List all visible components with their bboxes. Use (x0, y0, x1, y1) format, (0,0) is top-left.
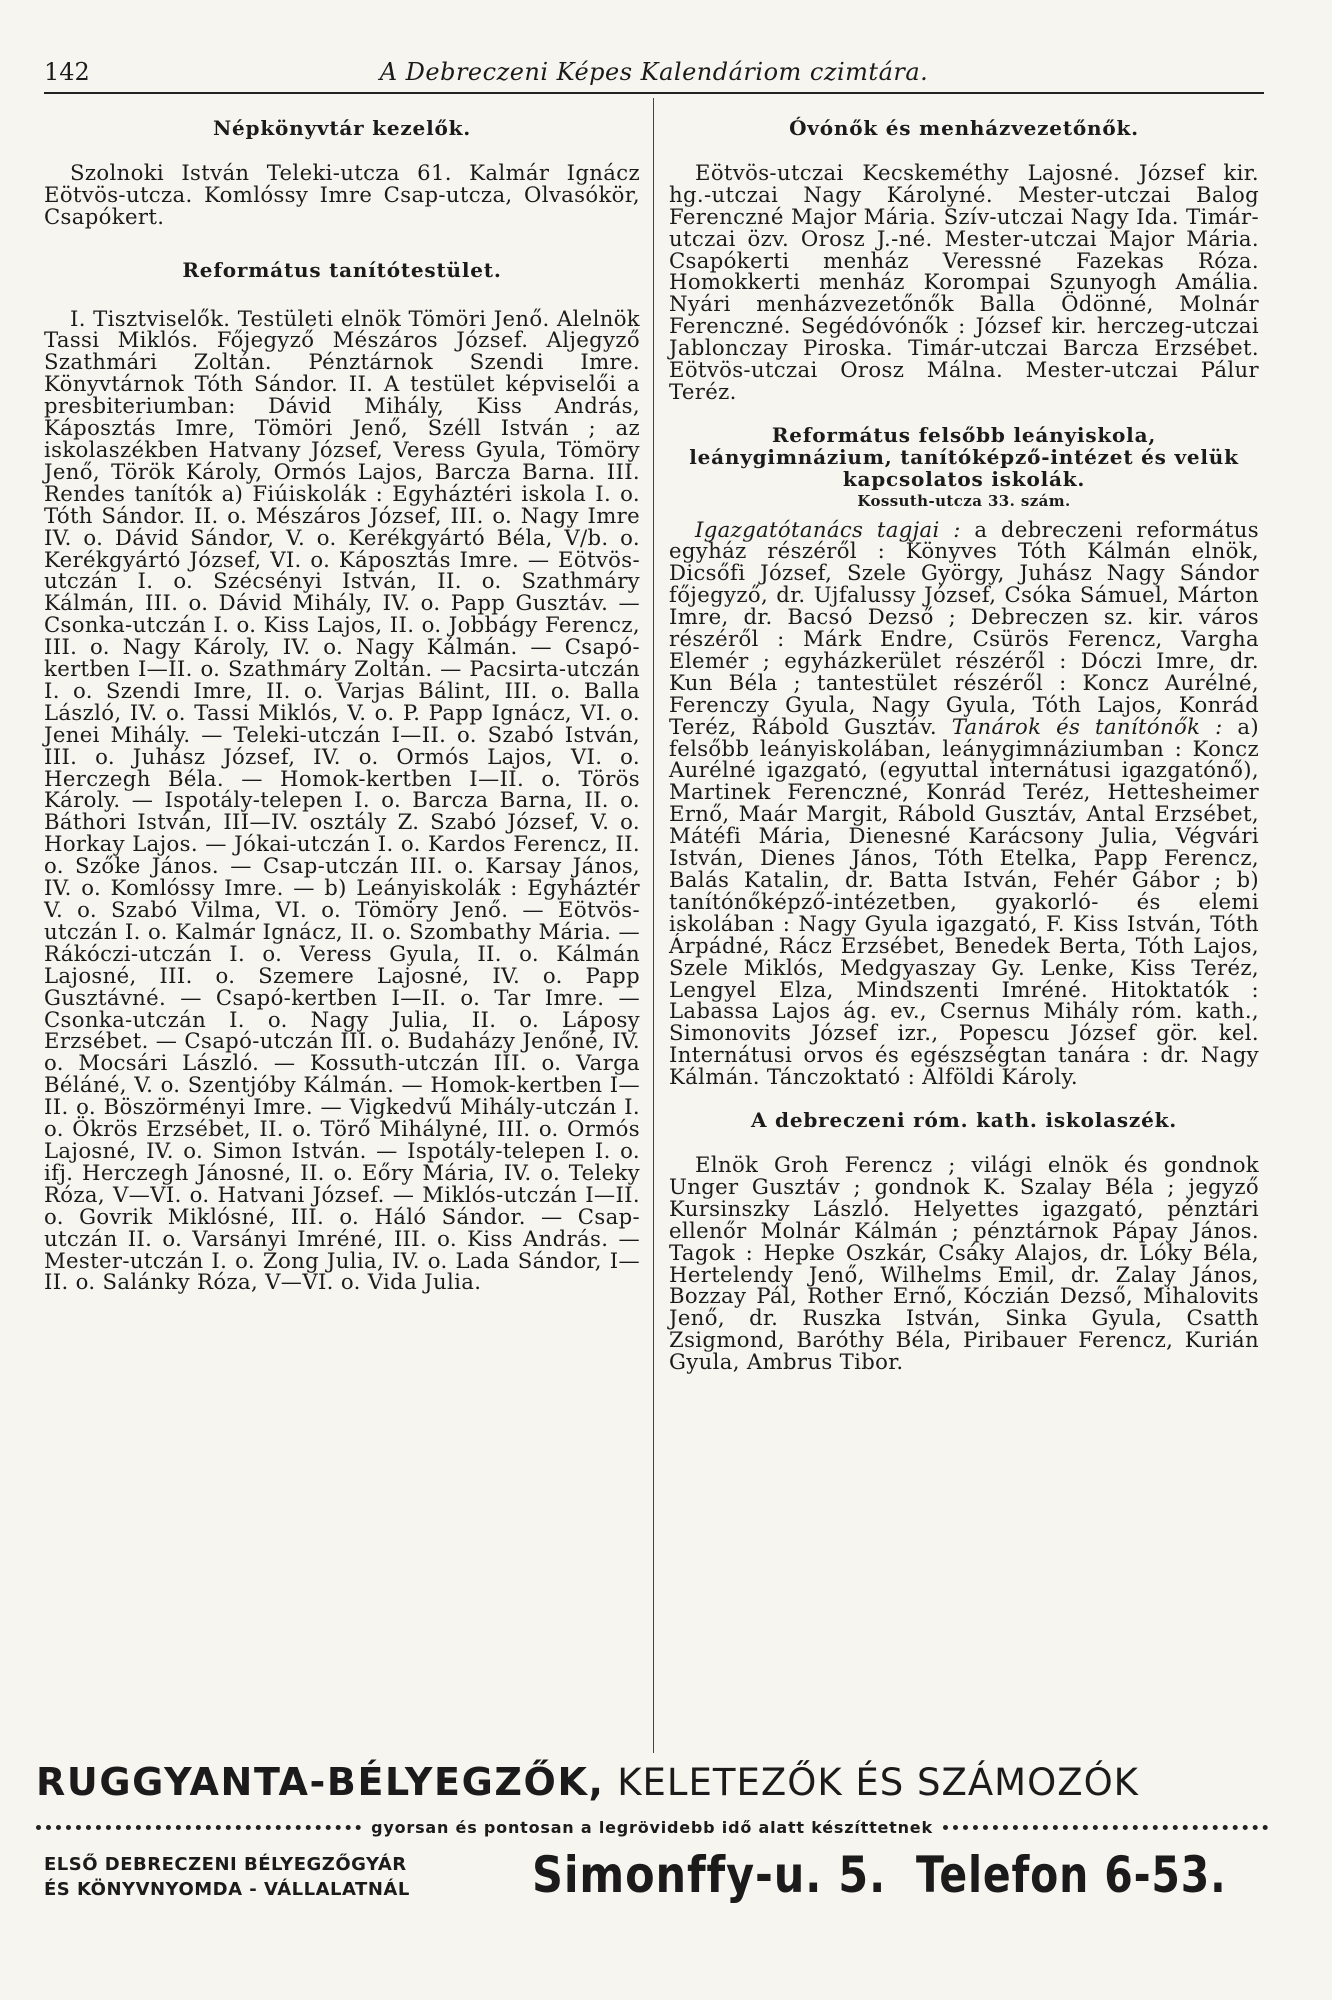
ad-brand: RUGGYANTA-BÉLYEGZŐK, (36, 1760, 605, 1804)
section-heading-ovonok: Óvónők és menházvezetőnők. (789, 116, 1139, 140)
ad-phone: Telefon 6-53. (916, 1846, 1227, 1904)
teachers-label: Tanárok és tanítónők : (951, 713, 1223, 739)
ad-contact-row (36, 1842, 1268, 1952)
ad-address: Simonffy-u. 5. (532, 1846, 887, 1904)
board-members-text: a debreczeni református egyház részéről : Könyves Tóth Kálmán elnök, Dicsőfi József, Szele György, Juhász Nagy Sándor főjegyző, dr. Ujfalussy József, Csóka Sámuel, Márton Imre, dr. Bacsó Dezső ; Debreczen sz. kir. város részéről : Márk Endre, Csürös Ferencz, Vargha Elemér ; egyházkerület részéről : Dóczi Imre, dr. Kun Béla ; tantestület részéről : Koncz Aurélné, Ferenczy Gyula, Nagy Gyula, Tóth Lajos, Konrád Teréz, Rábold Gusztáv. (669, 516, 1259, 739)
section-text-leanyiskola (669, 516, 1259, 1090)
section-heading-leanyiskola: Református felsőbb leányiskola, leánygimnázium, tanítóképző-intézet és velük kapcsolatos iskolák. (689, 422, 1239, 491)
dotted-rule-left (36, 1825, 361, 1830)
section-text-nepkonyvtar: Szolnoki István Teleki-utcza 61. Kalmár Ignácz Eötvös-utcza. Komlóssy Imre Csap-utcza, Olvasókör, Csapókert. (44, 159, 640, 229)
ad-headline (36, 1760, 1268, 1822)
board-members-label: Igazgatótanács tagjai : (695, 516, 961, 542)
header-rule (44, 92, 1264, 94)
left-column (44, 118, 640, 1293)
advertisement (36, 1760, 1268, 1970)
section-address-leanyiskola: Kossuth-utcza 33. szám. (857, 491, 1071, 510)
ad-firm-name (44, 1852, 410, 1902)
section-text-ovonok: Eötvös-utczai Kecskeméthy Lajosné. József kir. hg.-utczai Nagy Károlyné. Mester-utczai Balog Ferenczné Major Mária. Szív-utczai Nagy Ida. Timár-utczai özv. Orosz J.-né. Mester-utczai Major Mária. Csapókerti menház Veressné Fazekas Róza. Homokkerti menház Korompai Szunyogh Amália. Nyári menházvezetőnők Balla Ödönné, Molnár Ferenczné. Segédóvónők : József kir. herczeg-utczai Jablonczay Piroska. Timár-utczai Barcza Erzsébet. Eötvös-utczai Orosz Málna. Mester-utczai Pálur Teréz. (669, 159, 1259, 404)
section-text-reformatus-tanitotestulet: I. Tisztviselők. Testületi elnök Tömöri Jenő. Alelnök Tassi Miklós. Főjegyző Mészáros József. Aljegyző Szathmári Zoltán. Pénztárnok Szendi Imre. Könyvtárnok Tóth Sándor. II. A testület képviselői a presbiteriumban: Dávid Mihály, Kiss András, Káposztás Imre, Tömöri Jenő, Széll István ; az iskolaszékben Hatvany József, Veress Gyula, Tömöry Jenő, Török Károly, Ormós Lajos, Barcza Barna. III. Rendes tanítók a) Fiúiskolák : Egyháztéri iskola I. o. Tóth Sándor. II. o. Mészáros József, III. o. Nagy Imre IV. o. Dávid Sándor, V. o. Kerékgyártó Béla, V/b. o. Kerékgyártó József, VI. o. Káposztás Imre. — Eötvös-utczán I. o. Szécsényi István, II. o. Szathmáry Kálmán, III. o. Dávid Mihály, IV. o. Papp Gusztáv. — Csonka-utczán I. o. Kiss Lajos, II. o. Jobbágy Ferencz, III. o. Nagy Károly, IV. o. Nagy Kálmán. — Csapó-kertben I—II. o. Szathmáry Zoltán. — Pacsirta-utczán I. o. Szendi Imre, II. o. Varjas Bálint, III. o. Balla László, IV. o. Tassi Miklós, V. o. P. Papp Ignácz, VI. o. Jenei Mihály. — Teleki-utczán I—II. o. Szabó István, III. o. Juhász József, IV. o. Ormós Lajos, VI. o. Herczegh Béla. — Homok-kertben I—II. o. Törös Károly. — Ispotály-telepen I. o. Barcza Barna, II. o. Báthori István, III—IV. osztály Z. Szabó József, V. o. Horkay Lajos. — Jókai-utczán I. o. Kardos Ferencz, II. o. Szőke János. — Csap-utczán III. o. Karsay János, IV. o. Komlóssy Imre. — b) Leányiskolák : Egyháztér V. o. Szabó Vilma, VI. o. Tömöry Jenő. — Eötvös-utczán I. o. Kalmár Ignácz, II. o. Szombathy Mária. — Rákóczi-utczán I. o. Veress Gyula, II. o. Kálmán Lajosné, III. o. Szemere Lajosné, IV. o. Papp Gusztávné. — Csapó-kertben I—II. o. Tar Imre. — Csonka-utczán I. o. Nagy Julia, II. o. Láposy Erzsébet. — Csapó-utczán III. o. Budaházy Jenőné, IV. o. Mocsári László. — Kossuth-utczán III. o. Varga Béláné, V. o. Szentjóby Kálmán. — Homok-kertben I—II. o. Böszörményi Imre. — Vigkedvű Mihály-utczán I. o. Ökrös Erzsébet, II. o. Törő Mihályné, III. o. Ormós Lajosné, IV. o. Simon István. — Ispotály-telepen I. o. ifj. Herczegh Jánosné, II. o. Eőry Mária, IV. o. Teleky Róza, V—VI. o. Hatvani József. — Miklós-utczán I—II. o. Govrik Miklósné, III. o. Háló Sándor. — Csap-utczán II. o. Varsányi Imréné, III. o. Kiss András. — Mester-utczán I. o. Zong Julia, IV. o. Lada Sándor, I—II. o. Salánky Róza, V—VI. o. Vida Julia. (44, 305, 640, 1295)
running-title: A Debreczeni Képes Kalendáriom czimtára. (379, 58, 929, 86)
ad-tagline: gyorsan és pontosan a legrövidebb idő alatt készíttetnek (371, 1818, 933, 1837)
column-divider (653, 98, 654, 1753)
teachers-text: a) felsőbb leányiskolában, leánygimnáziumban : Koncz Aurélné igazgató, (egyuttal internátusi igazgatónő), Martinek Ferenczné, Konrád Teréz, Hettesheimer Ernő, Maár Margit, Rábold Gusztáv, Antal Erzsébet, Mátéfi Mária, Dienesné Karácsony Julia, Végvári István, Dienes János, Tóth Etelka, Papp Ferencz, Balás Katalin, dr. Batta István, Fehér Gábor ; b) tanítónőképző-intézetben, gyakorló- és elemi iskolában : Nagy Gyula igazgató, F. Kiss István, Tóth Árpádné, Rácz Erzsébet, Benedek Berta, Tóth Lajos, Szele Miklós, Medgyaszay Gy. Lenke, Kiss Teréz, Lengyel Elza, Mindszenti Imréné. Hitoktatók : Labassa Lajos ág. ev., Csernus Mihály róm. kath., Simonovits József izr., Popescu József gör. kel. Internátusi orvos és egészségtan tanára : dr. Nagy Kálmán. Tánczoktató : Alföldi Károly. (669, 713, 1259, 1090)
dotted-rule-right (943, 1825, 1268, 1830)
page-header (44, 50, 1264, 94)
page-number: 142 (44, 58, 90, 86)
ad-products: KELETEZŐK ÉS SZÁMOZÓK (604, 1761, 1139, 1804)
section-text-romkath-iskolaszek: Elnök Groh Ferencz ; világi elnök és gondnok Unger Gusztáv ; gondnok K. Szalay Béla ; jegyző Kursinszky László. Helyettes igazgató, pénztári ellenőr Molnár Kálmán ; pénztárnok Pápay János. Tagok : Hepke Oszkár, Csáky Alajos, dr. Lóky Béla, Hertelendy Jenő, Wilhelms Emil, dr. Zalay János, Bozzay Pál, Rother Ernő, Kóczián Dezső, Mihalovits Jenő, dr. Ruszka István, Sinka Gyula, Csatth Zsigmond, Baróthy Béla, Piribauer Ferencz, Kurián Gyula, Ambrus Tibor. (669, 1151, 1259, 1375)
section-heading-reformatus-tanitotestulet: Református tanítótestület. (182, 257, 502, 282)
section-heading-nepkonyvtar: Népkönyvtár kezelők. (212, 116, 472, 140)
ad-firm-line-2: ÉS KÖNYVNYOMDA - VÁLLALATNÁL (44, 1879, 410, 1900)
right-column (669, 118, 1259, 1373)
section-heading-romkath-iskolaszek: A debreczeni róm. kath. iskolaszék. (750, 1108, 1178, 1133)
ad-firm-line-1: ELSŐ DEBRECZENI BÉLYEGZŐGYÁR (44, 1854, 407, 1875)
ad-tagline-row (36, 1818, 1268, 1837)
